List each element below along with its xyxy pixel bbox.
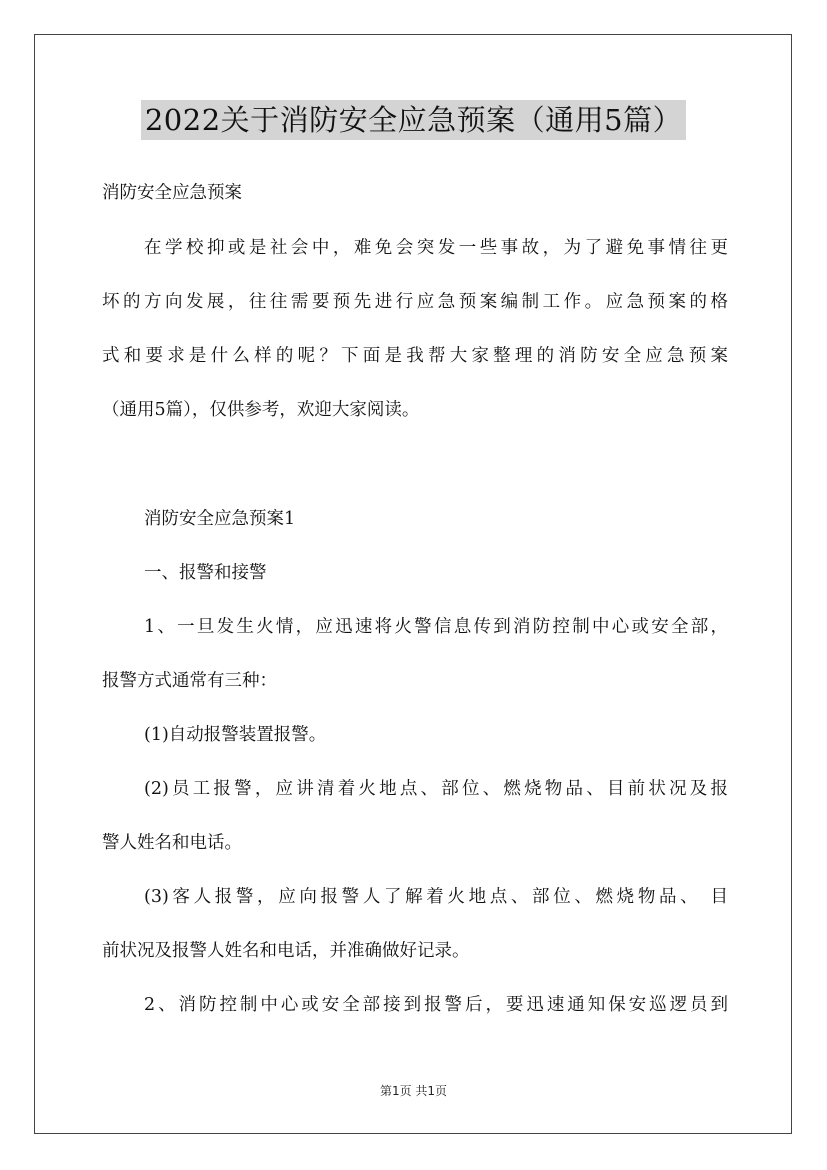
section-heading: 消防安全应急预案1 — [144, 509, 296, 529]
intro-line: 在学校抑或是社会中，难免会突发一些事故，为了避免事情往更 — [144, 238, 728, 258]
document-title: 2022关于消防安全应急预案（通用5篇） — [141, 100, 686, 140]
intro-line: 坏的方向发展，往往需要预先进行应急预案编制工作。应急预案的格 — [102, 292, 728, 312]
item-line: (2)员工报警，应讲清着火地点、部位、燃烧物品、目前状况及报 — [144, 779, 728, 799]
item-line: (3)客人报警，应向报警人了解着火地点、部位、燃烧物品、 目 — [144, 887, 728, 907]
item-line: 报警方式通常有三种： — [102, 671, 277, 691]
title-container — [0, 100, 827, 140]
intro-line: （通用5篇），仅供参考，欢迎大家阅读。 — [102, 400, 420, 420]
item-line: 2、消防控制中心或安全部接到报警后，要迅速通知保安巡逻员到 — [144, 995, 728, 1015]
intro-line: 式和要求是什么样的呢？下面是我帮大家整理的消防安全应急预案 — [102, 346, 728, 366]
item-line: 前状况及报警人姓名和电话，并准确做好记录。 — [102, 941, 470, 961]
subtitle: 消防安全应急预案 — [102, 183, 242, 203]
part-heading: 一、报警和接警 — [144, 563, 267, 583]
item-line: (1)自动报警装置报警。 — [144, 725, 327, 745]
item-line: 警人姓名和电话。 — [102, 833, 242, 853]
item-line: 1、一旦发生火情，应迅速将火警信息传到消防控制中心或安全部， — [144, 617, 728, 637]
page-number: 第1页 共1页 — [379, 1084, 448, 1098]
